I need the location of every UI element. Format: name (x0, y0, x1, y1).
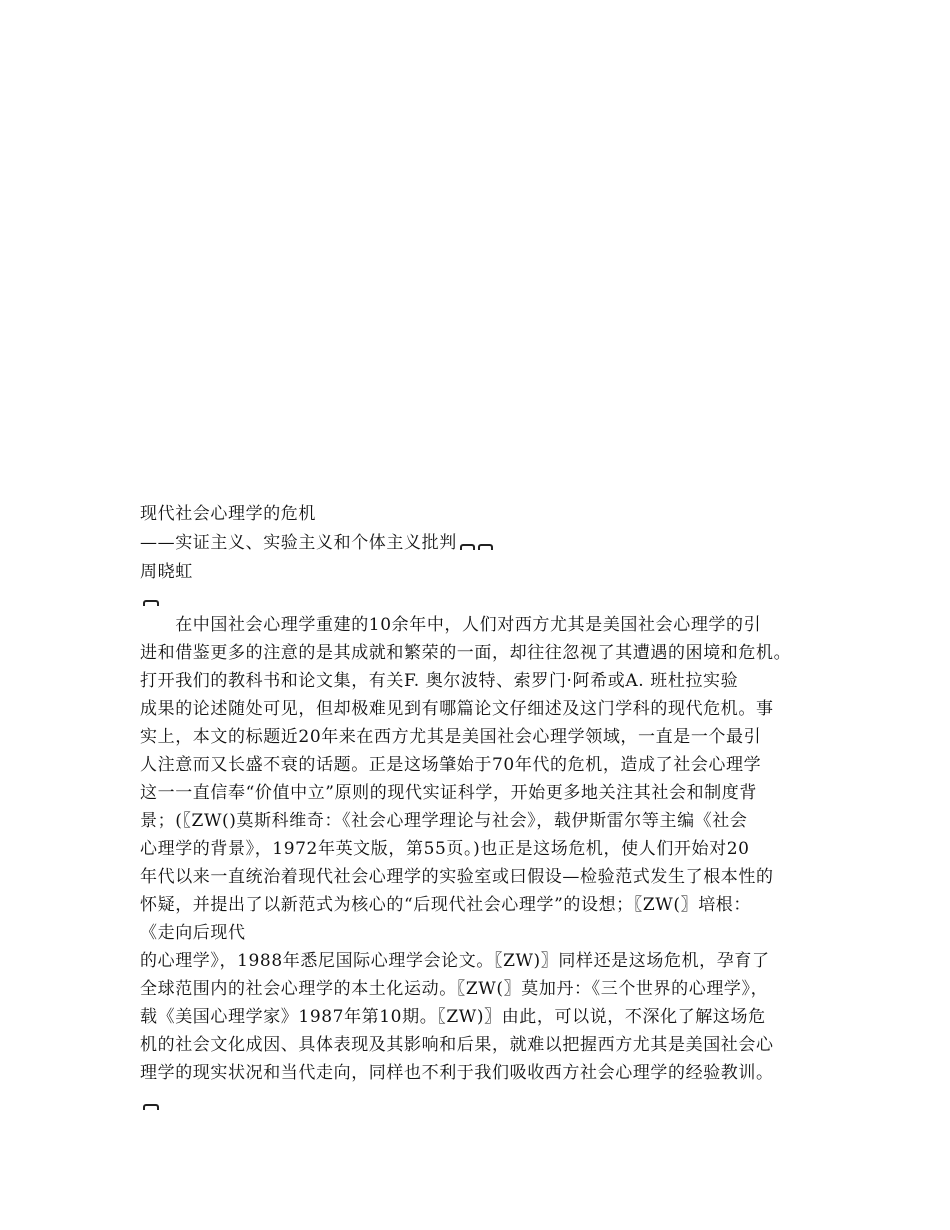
footnote-mark-icon (460, 544, 475, 550)
document-title: 现代社会心理学的危机 (140, 504, 316, 524)
body-line: 心理学的背景》，1972年英文版，第55页。)也正是这场危机，使人们开始对20 (140, 839, 750, 859)
body-line: 理学的现实状况和当代走向，同样也不利于我们吸收西方社会心理学的经验教训。 (140, 1063, 774, 1083)
body-line: 怀疑，并提出了以新范式为核心的“后现代社会心理学”的设想；〖ZW(〗培根： (140, 895, 751, 915)
body-line: 机的社会文化成因、具体表现及其影响和后果，就难以把握西方尤其是美国社会心 (140, 1035, 774, 1055)
footnote-mark-icon (478, 544, 493, 550)
body-line: 在中国社会心理学重建的10余年中，人们对西方尤其是美国社会心理学的引 (140, 615, 762, 635)
body-line: 景；(〖ZW()莫斯科维奇：《社会心理学理论与社会》，载伊斯雷尔等主编《社会 (140, 811, 748, 831)
document-subtitle: ——实证主义、实验主义和个体主义批判 (140, 533, 457, 553)
document-subtitle-line (140, 532, 493, 554)
body-line: 进和借鉴更多的注意的是其成就和繁荣的一面，却往往忽视了其遭遇的困境和危机。 (140, 643, 792, 663)
body-line: 载《美国心理学家》1987年第10期。〖ZW)〗由此，可以说，不深化了解这场危 (140, 1007, 766, 1027)
section-mark-icon (143, 1104, 159, 1110)
body-line: 这一一直信奉“价值中立”原则的现代实证科学，开始更多地关注其社会和制度背 (140, 783, 757, 803)
body-line: 实上，本文的标题近20年来在西方尤其是美国社会心理学领域，一直是一个最引 (140, 727, 762, 747)
body-line: 的心理学》，1988年悉尼国际心理学会论文。〖ZW)〗同样还是这场危机，孕育了 (140, 951, 770, 971)
body-line: 年代以来一直统治着现代社会心理学的实验室或曰假设—检验范式发生了根本性的 (140, 867, 774, 887)
body-line: 全球范围内的社会心理学的本土化运动。〖ZW(〗莫加丹：《三个世界的心理学》， (140, 979, 769, 999)
body-line: 人注意而又长盛不衰的话题。正是这场肇始于70年代的危机，造成了社会心理学 (140, 755, 762, 775)
document-author: 周晓虹 (140, 562, 193, 582)
body-line: 打开我们的教科书和论文集，有关F. 奥尔波特、索罗门·阿希或A. 班杜拉实验 (140, 671, 739, 691)
body-line: 《走向后现代 (140, 923, 246, 943)
section-mark-icon (143, 600, 159, 606)
body-line: 成果的论述随处可见，但却极难见到有哪篇论文仔细述及这门学科的现代危机。事 (140, 699, 774, 719)
